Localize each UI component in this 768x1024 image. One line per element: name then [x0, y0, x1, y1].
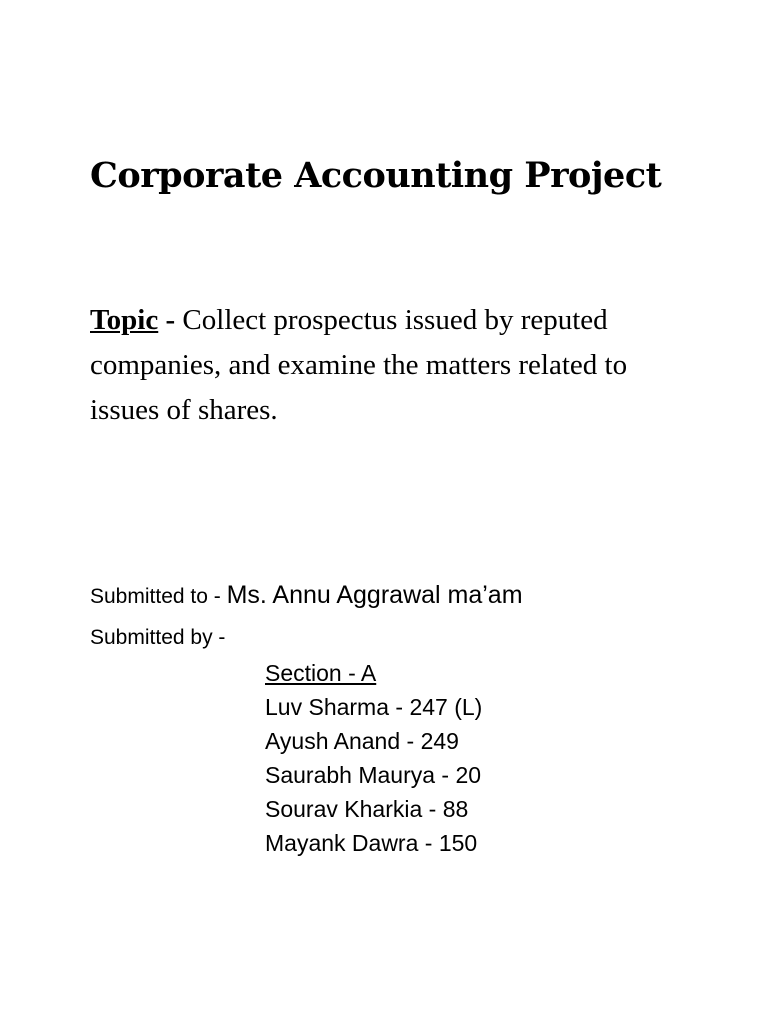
topic-label: Topic: [90, 304, 159, 336]
submitted-to-line: [90, 579, 523, 613]
member-item: Saurabh Maurya - 20: [265, 762, 482, 788]
topic-text: Collect prospectus issued by reputed companies, and examine the matters related to issues of shares.: [90, 304, 628, 426]
member-item: Sourav Kharkia - 88: [265, 796, 469, 822]
submitted-to-name: Ms. Annu Aggrawal ma’am: [226, 581, 523, 609]
document-title: Corporate Accounting Project: [90, 155, 662, 196]
section-heading: Section - A: [265, 660, 377, 686]
submitted-to-label: Submitted to -: [90, 585, 227, 608]
member-item: Mayank Dawra - 150: [265, 830, 478, 856]
topic-separator: -: [158, 304, 183, 336]
submitted-by-label: Submitted by -: [90, 626, 226, 649]
member-item: Ayush Anand - 249: [265, 728, 459, 754]
member-list: [265, 656, 482, 860]
member-item: Luv Sharma - 247 (L): [265, 694, 483, 720]
topic-paragraph: [90, 298, 690, 433]
